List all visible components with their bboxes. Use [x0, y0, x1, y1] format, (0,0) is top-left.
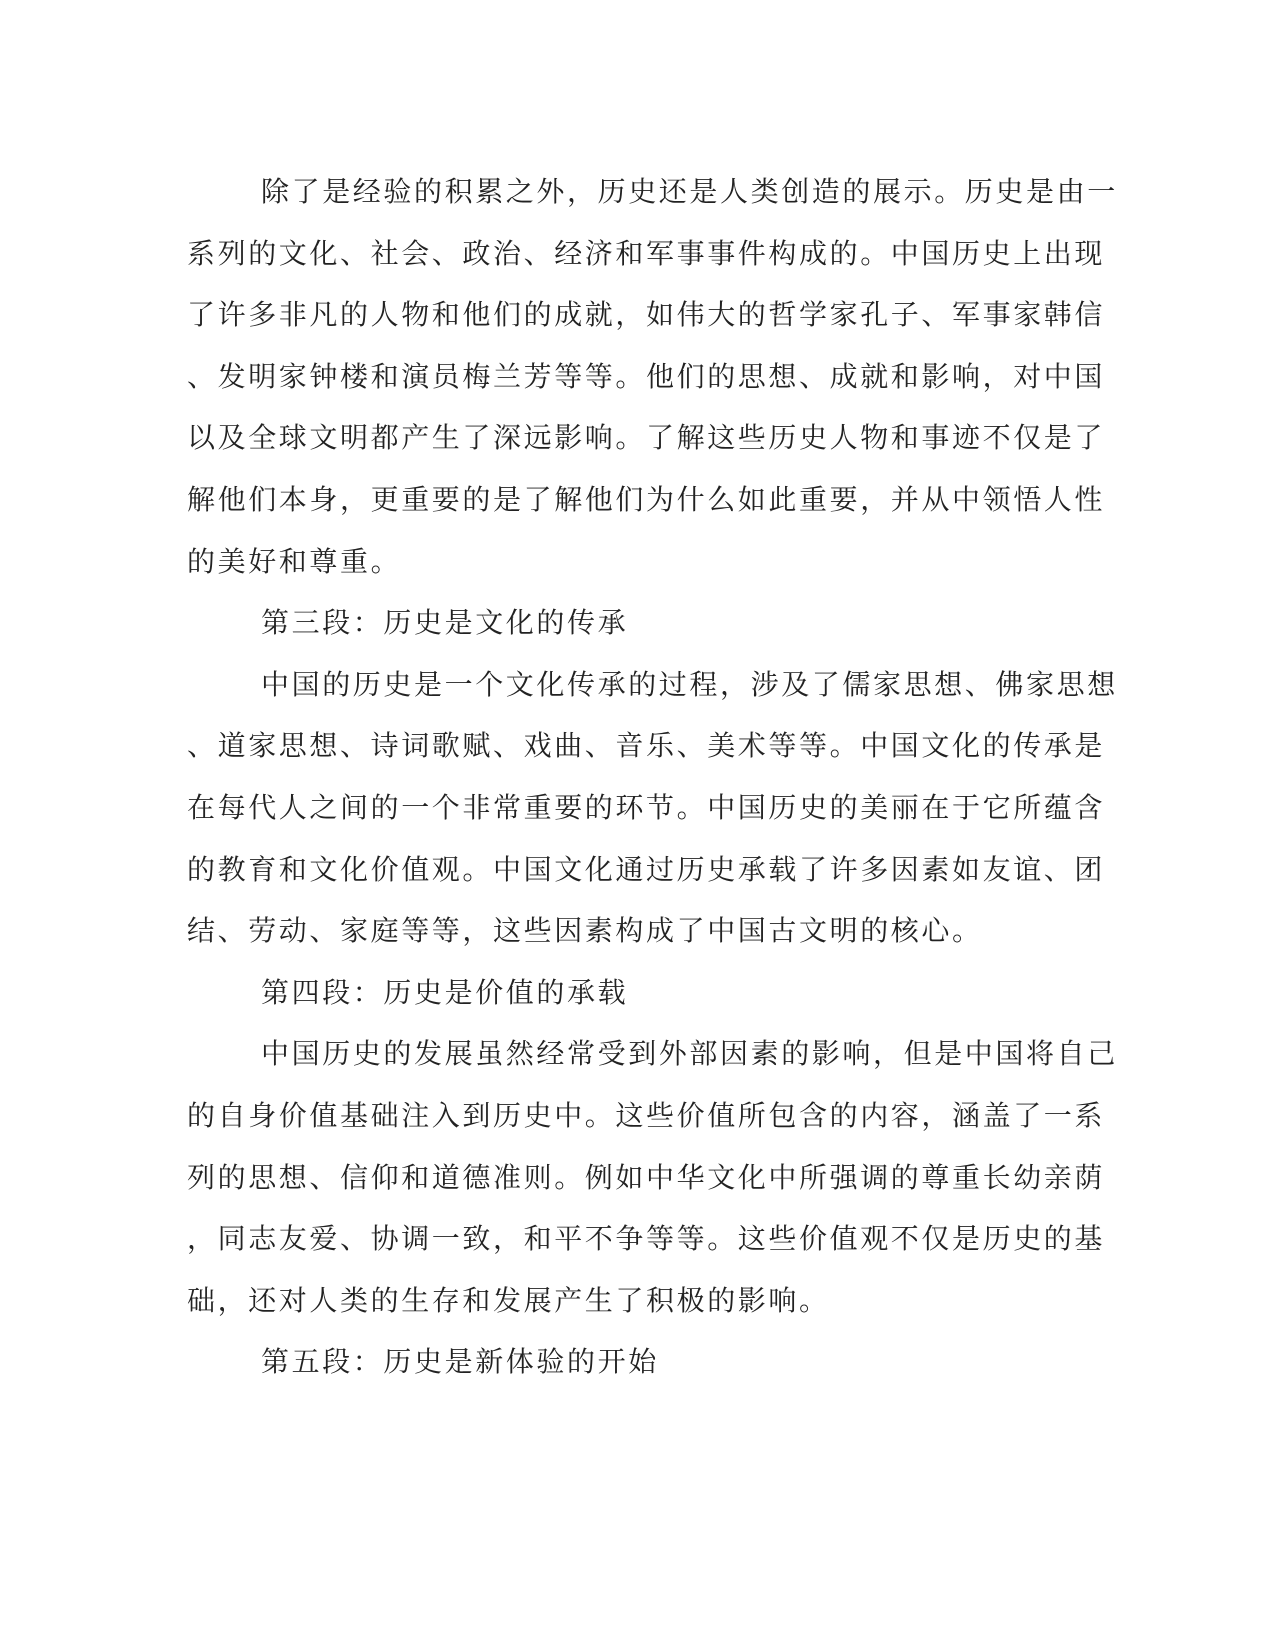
- paragraph-line: 解他们本身，更重要的是了解他们为什么如此重要，并从中领悟人性: [187, 482, 1106, 516]
- paragraph-line: 结、劳动、家庭等等，这些因素构成了中国古文明的核心。: [187, 914, 983, 948]
- paragraph-line: 中国的历史是一个文化传承的过程，涉及了儒家思想、佛家思想: [261, 667, 1118, 701]
- section-heading: 第三段：历史是文化的传承: [261, 606, 629, 640]
- paragraph-line: 中国历史的发展虽然经常受到外部因素的影响，但是中国将自己: [261, 1037, 1118, 1071]
- paragraph-line: 在每代人之间的一个非常重要的环节。中国历史的美丽在于它所蕴含: [187, 790, 1106, 824]
- section-heading: 第四段：历史是价值的承载: [261, 975, 629, 1009]
- paragraph-line: 除了是经验的积累之外，历史还是人类创造的展示。历史是由一: [261, 175, 1118, 208]
- paragraph-line: 的自身价值基础注入到历史中。这些价值所包含的内容，涵盖了一系: [187, 1098, 1106, 1132]
- paragraph-line: 以及全球文明都产生了深远影响。了解这些历史人物和事迹不仅是了: [187, 421, 1106, 455]
- paragraph-line: 、道家思想、诗词歌赋、戏曲、音乐、美术等等。中国文化的传承是: [187, 729, 1106, 763]
- section-heading: 第五段：历史是新体验的开始: [261, 1345, 659, 1379]
- paragraph-line: 了许多非凡的人物和他们的成就，如伟大的哲学家孔子、军事家韩信: [187, 298, 1106, 332]
- document-body: [187, 161, 1118, 1393]
- paragraph-line: 列的思想、信仰和道德准则。例如中华文化中所强调的尊重长幼亲荫: [187, 1160, 1106, 1194]
- paragraph-line: ，同志友爱、协调一致，和平不争等等。这些价值观不仅是历史的基: [187, 1222, 1106, 1256]
- paragraph-line: 的教育和文化价值观。中国文化通过历史承载了许多因素如友谊、团: [187, 852, 1106, 886]
- paragraph-line: 、发明家钟楼和演员梅兰芳等等。他们的思想、成就和影响，对中国: [187, 359, 1106, 393]
- paragraph-line: 础，还对人类的生存和发展产生了积极的影响。: [187, 1283, 830, 1317]
- paragraph-line: 系列的文化、社会、政治、经济和军事事件构成的。中国历史上出现: [187, 236, 1106, 270]
- paragraph-line: 的美好和尊重。: [187, 544, 402, 578]
